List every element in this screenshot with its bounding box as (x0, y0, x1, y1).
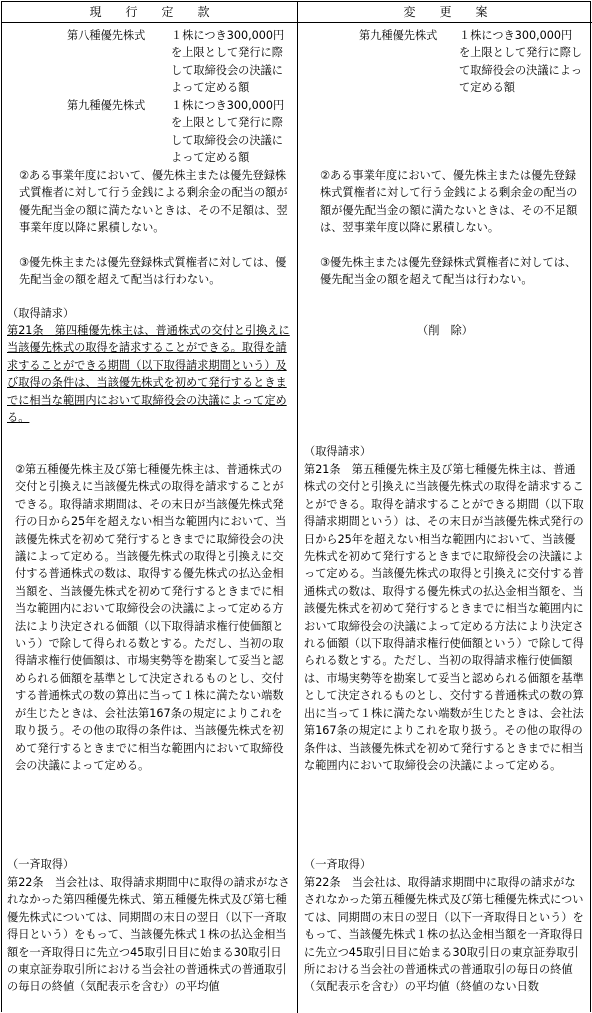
right-class9-name: 第九種優先株式 (359, 29, 438, 42)
class8-name: 第八種優先株式 (67, 29, 146, 42)
header-current: 現 行 定 款 (89, 5, 210, 19)
left-art21-para2: ②第五種優先株主及び第七種優先株主は、普通株式の交付と引換えに当該優先株式の取得を請求することができる。取得請求期間は、その末日が当該優先株式発行の日から25年を超えない相当な範囲内において、当該優先株式を初めて発行するときまでに取締役会の決議によって定める。当該優先株式の取得と引換えに交付する普通株式の数は、取得する優先株式の払込金相当額を、当該優先株式を初めて発行するときまでに相当な範囲内において取締役会の決議によって定める方法により決定される価額（以下取得請求権行使価額という）で除して得られる数とする。ただし、当初の取得請求権行使価額は、市場実勢等を勘案して妥当と認められる価額を基準として決定されるものとし、交付する普通株式の数の算出に当って１株に満たない端数が生じたときは、会社法第167条の規定によりこれを取り扱う。その他の取得の条件は、当該優先株式を初めて発行するときまでに相当な範囲内において取締役会の決議によって定める。 (15, 463, 287, 772)
header-amended: 変 更 案 (403, 5, 488, 19)
class9-text: １株につき300,000円を上限として発行に際して取締役会の決議によって定める額 (171, 99, 285, 165)
right-art22-heading: （一斉取得） (304, 858, 372, 871)
left-para2: ②ある事業年度において、優先株主または優先登録株式質権者に対して行う金銭による剰余金の配当の額が優先配当金の額に満たないときは、その不足額は、翌事業年度以降に累積しない。 (19, 169, 288, 235)
left-art22-text: 第22条 当会社は、取得請求期間中に取得の請求がなされなかった第四種優先株式、第五種優先株式及び第七種優先株式については、同期間の末日の翌日（以下一斉取得日という）をもって、当該優先株式１株の払込金相当額を一斉取得日に先立つ45取引日目に始まる30取引日の東京証券取引所における当会社の普通株式の普通取引の毎日の終値（気配表示を含む）の平均値 (7, 876, 290, 994)
right-art21-text: 第21条 第五種優先株主及び第七種優先株主は、普通株式の交付と引換えに当該優先株式の取得を請求することができる。取得を請求することができる期間（以下取得請求期間という）は、その末日が当該優先株式発行の日から25年を超えない相当な範囲内において、当該優先株式を初めて発行するときまでに取締役会の決議によって定める。当該優先株式の取得と引換えに交付する普通株式の数は、取得する優先株式の払込金相当額を、当該優先株式を初めて発行するときまでに相当な範囲内において取締役会の決議によって定める方法により決定される価額（以下取得請求権行使価額という）で除して得られる数とする。ただし、当初の取得請求権行使価額は、市場実勢等を勘案して妥当と認められる価額を基準として決定されるものとし、交付する普通株式の数の算出に当って１株に満たない端数が生じたときは、会社法第167条の規定によりこれを取り扱う。その他の取得の条件は、当該優先株式を初めて発行するときまでに相当な範囲内において取締役会の決議によって定める。 (304, 463, 584, 772)
header-divider (2, 22, 592, 23)
left-art21-heading: （取得請求） (7, 307, 75, 320)
right-deleted: （削 除） (417, 324, 473, 337)
left-art22-heading: （一斉取得） (7, 858, 75, 871)
right-art22-text: 第22条 当会社は、取得請求期間中に取得の請求がなされなかった第五種優先株式及び第七種優先株式については、同期間の末日の翌日（以下一斉取得日という）をもって、当該優先株式１株の払込金相当額を一斉取得日に先立つ45取引日目に始まる30取引日の東京証券取引所における当会社の普通株式の普通取引の毎日の終値（気配表示を含む）の平均値（終値のない日数 (304, 876, 584, 994)
class8-text: １株につき300,000円を上限として発行に際して取締役会の決議によって定める額 (171, 29, 285, 95)
left-para3: ③優先株主または優先登録株式質権者に対しては、優先配当金の額を超えて配当は行わない。 (19, 256, 287, 287)
right-art21-heading: （取得請求） (304, 445, 372, 458)
right-class9-text: １株につき300,000円を上限として発行に際して取締役会の決議によって定める額 (459, 29, 583, 95)
right-para2: ②ある事業年度において、優先株主または優先登録株式質権者に対して行う金銭による剰余金の配当の額が優先配当金の額に満たないときは、その不足額は、翌事業年度以降に累積しない。 (320, 169, 578, 235)
comparison-table (1, 1, 591, 1012)
column-divider (297, 2, 298, 1013)
left-art21-text: 第21条 第四種優先株主は、普通株式の交付と引換えに当該優先株式の取得を請求することができる。取得を請求することができる期間（以下取得請求期間という）及び取得の条件は、当該優先株式を初めて発行するときまでに相当な範囲内において取締役会の決議によって定める。 (7, 324, 290, 425)
class9-name: 第九種優先株式 (67, 99, 146, 112)
right-para3: ③優先株主または優先登録株式質権者に対しては、優先配当金の額を超えて配当は行わない。 (320, 256, 577, 287)
